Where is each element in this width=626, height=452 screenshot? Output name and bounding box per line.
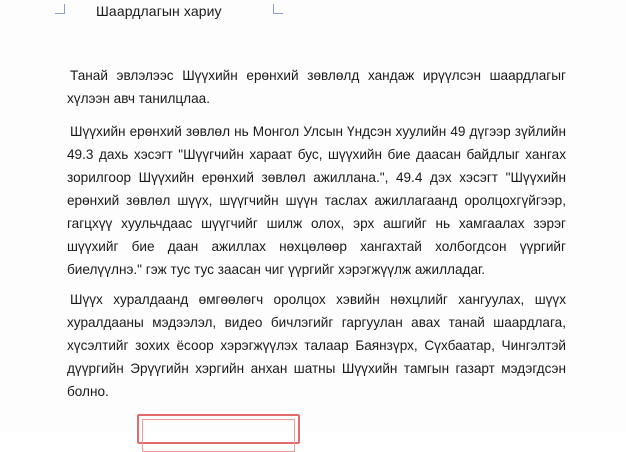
paragraph-legal-basis: Шүүхийн ерөнхий зөвлөл нь Монгол Улсын Үндсэн хуулийн 49 дүгээр зүйлийн 49.3 дахь хэсэгт "Шүүгчийн хараат бус, шүүхийн бие даасан байдлыг хангах зорилгоор Шүүхийн ерөнхий зөвлөл ажиллана.", 49.4 дэх хэсэгт "Шүүхийн ерөнхий зөвлөл шүүх, шүүгчийн шүүн таслах ажиллагаанд оролцохгүйгээр, гагцхүү хуульчдаас шүүгчийг шилж олох, эрх ашгийг нь хамгаалах зэрэг шүүхийг бие даан ажиллах нөхцөлөөр хангахтай холбогдсон үүргийг биелүүлнэ." гэж тус тус заасан чиг үүргийг хэрэгжүүлж ажилладаг. <box>67 124 566 277</box>
page-title: Шаардлагын хариу <box>96 3 222 19</box>
margin-corner-mark-right <box>273 4 283 14</box>
paragraph-acknowledgement: Танай эвлэлээс Шүүхийн ерөнхий зөвлөлд хандаж ирүүлсэн шаардлагыг хүлээн авч танилцлаа. <box>67 68 566 106</box>
paragraph-resolution: Шүүх хуралдаанд өмгөөлөгч оролцох хэвийн нөхцлийг хангуулах, шүүх хуралдааны мэдээлэл, видео бичлэгийг гаргуулан авах танай шаардлага, хүсэлтийг зохих ёсоор хэрэгжүүлэх талаар Баянзүрх, Сүхбаатар, Чингэлтэй дүүргийн Эрүүгийн хэргийн анхан шатны Шүүхийн тамгын газарт мэдэгдсэн болно. <box>67 292 566 399</box>
margin-corner-mark-left <box>55 4 65 14</box>
official-stamp <box>137 414 300 444</box>
